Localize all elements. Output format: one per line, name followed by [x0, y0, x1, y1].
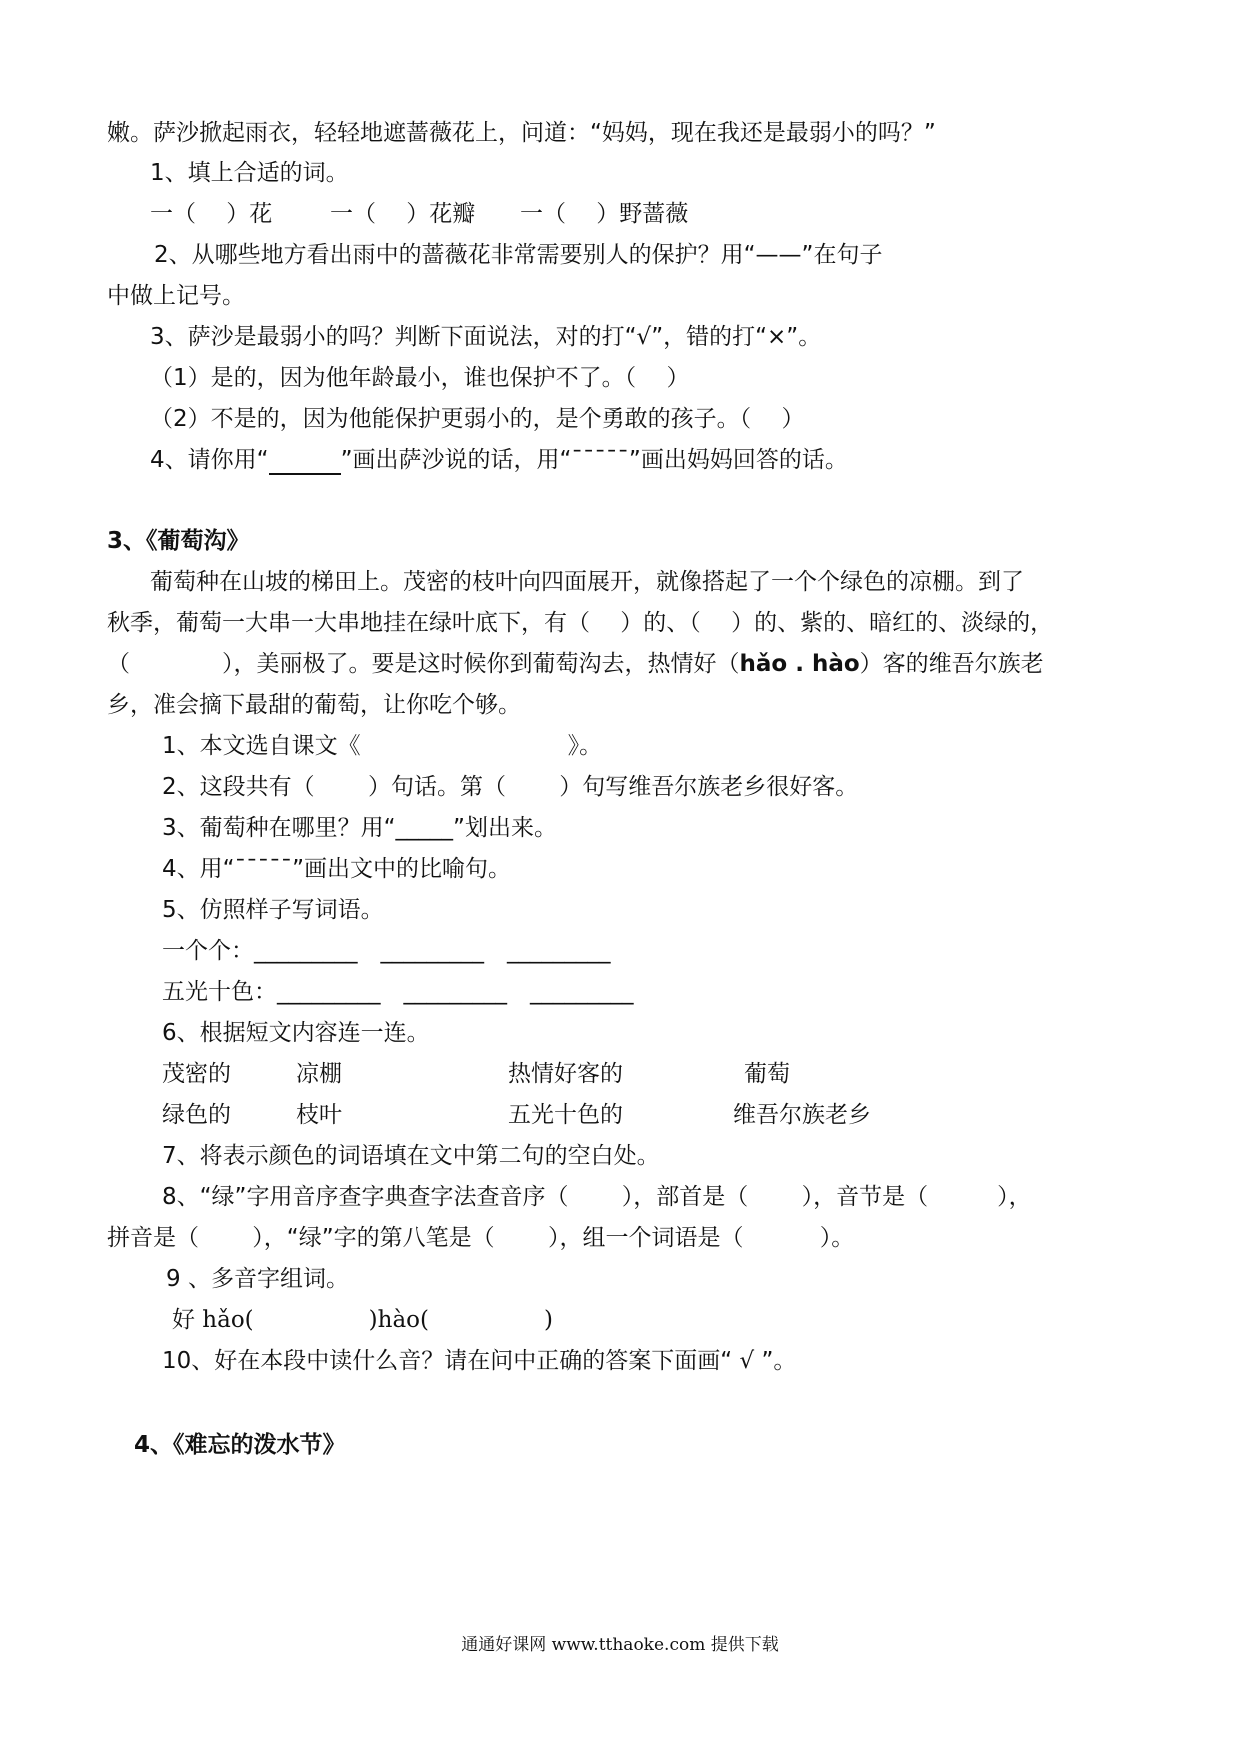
- passage-text: [107, 649, 1044, 679]
- match-word: 凉棚: [296, 1061, 342, 1087]
- question-6: 6、根据短文内容连一连。: [162, 1020, 430, 1046]
- wavy-line-sample: ˉˉˉˉˉ: [571, 447, 629, 473]
- match-word: 维吾尔族老乡: [733, 1102, 871, 1128]
- match-word: 葡萄: [744, 1061, 790, 1087]
- answer-line: 五光十色：_________ _________ _________: [162, 979, 634, 1005]
- question-2-cont: 中做上记号。: [107, 283, 245, 309]
- match-word: 绿色的: [162, 1102, 231, 1128]
- question-10: 10、好在本段中读什么音？请在问中正确的答案下面画“ √ ”。: [162, 1348, 797, 1374]
- question-3-option: （2）不是的，因为他能保护更弱小的，是个勇敢的孩子。（ ）: [150, 406, 805, 432]
- question-4-text: 4、请你用“: [150, 447, 269, 473]
- question-2: 2、从哪些地方看出雨中的蔷薇花非常需要别人的保护？用“——”在句子: [154, 242, 883, 268]
- question-7: 7、将表示颜色的词语填在文中第二句的空白处。: [162, 1143, 660, 1169]
- passage-text: 嫩。萨沙掀起雨衣，轻轻地遮蔷薇花上，问道：“妈妈，现在我还是最弱小的吗？”: [107, 120, 936, 146]
- question-9: 9 、多音字组词。: [166, 1266, 349, 1292]
- question-2: 2、这段共有（ ）句话。第（ ）句写维吾尔族老乡很好客。: [162, 774, 859, 800]
- question-8: 8、“绿”字用音序查字典查字法查音序（ ），部首是（ ），音节是（ ），: [162, 1184, 1032, 1210]
- passage-text: 葡萄种在山坡的梯田上。茂密的枝叶向四面展开，就像搭起了一个个绿色的凉棚。到了: [150, 569, 1024, 595]
- underline-sample: [269, 451, 341, 475]
- question-4: [150, 445, 848, 475]
- answer-line: 好 hǎo( )hào( ): [172, 1307, 553, 1333]
- question-1-item: 一（ ）花瓣: [330, 201, 476, 227]
- match-word: 五光十色的: [508, 1102, 623, 1128]
- question-1-item: 一（ ）花: [150, 201, 273, 227]
- answer-line: 一个个：_________ _________ _________: [162, 938, 611, 964]
- match-word: 茂密的: [162, 1061, 231, 1087]
- passage-text: 秋季，葡萄一大串一大串地挂在绿叶底下，有（ ）的、（ ）的、紫的、暗红的、淡绿的，: [107, 610, 1054, 636]
- question-5: 5、仿照样子写词语。: [162, 897, 384, 923]
- question-4-text: ”画出文中的比喻句。: [292, 856, 511, 882]
- question-4: [162, 854, 511, 884]
- passage-text-part: （ ），美丽极了。要是这时候你到葡萄沟去，热情好（: [107, 651, 740, 677]
- passage-text-part: ）客的维吾尔族老: [859, 651, 1044, 677]
- question-1: 1、填上合适的词。: [150, 160, 349, 186]
- pinyin-options: hǎo . hào: [739, 651, 860, 677]
- question-4-text: 4、用“: [162, 856, 235, 882]
- section-title: 4、《难忘的泼水节》: [134, 1432, 346, 1458]
- question-4-text: ”画出萨沙说的话，用“: [340, 447, 572, 473]
- footer-text: 通通好课网 www.tthaoke.com 提供下载: [461, 1635, 779, 1655]
- question-8-cont: 拼音是（ ），“绿”字的第八笔是（ ），组一个词语是（ ）。: [107, 1225, 855, 1251]
- question-3: 3、萨沙是最弱小的吗？判断下面说法，对的打“√”，错的打“×”。: [150, 324, 822, 350]
- passage-text: 乡，准会摘下最甜的葡萄，让你吃个够。: [107, 692, 521, 718]
- question-4-text: ”画出妈妈回答的话。: [628, 447, 848, 473]
- question-3: 3、葡萄种在哪里？用“_____”划出来。: [162, 815, 557, 841]
- wavy-line-sample: ˉˉˉˉˉ: [234, 856, 293, 882]
- match-word: 枝叶: [296, 1102, 342, 1128]
- question-1: 1、本文选自课文《 》。: [162, 733, 603, 759]
- question-1-item: 一（ ）野蔷薇: [520, 201, 689, 227]
- question-3-option: （1）是的，因为他年龄最小，谁也保护不了。（ ）: [150, 365, 690, 391]
- match-word: 热情好客的: [508, 1061, 623, 1087]
- section-title: 3、《葡萄沟》: [107, 528, 250, 554]
